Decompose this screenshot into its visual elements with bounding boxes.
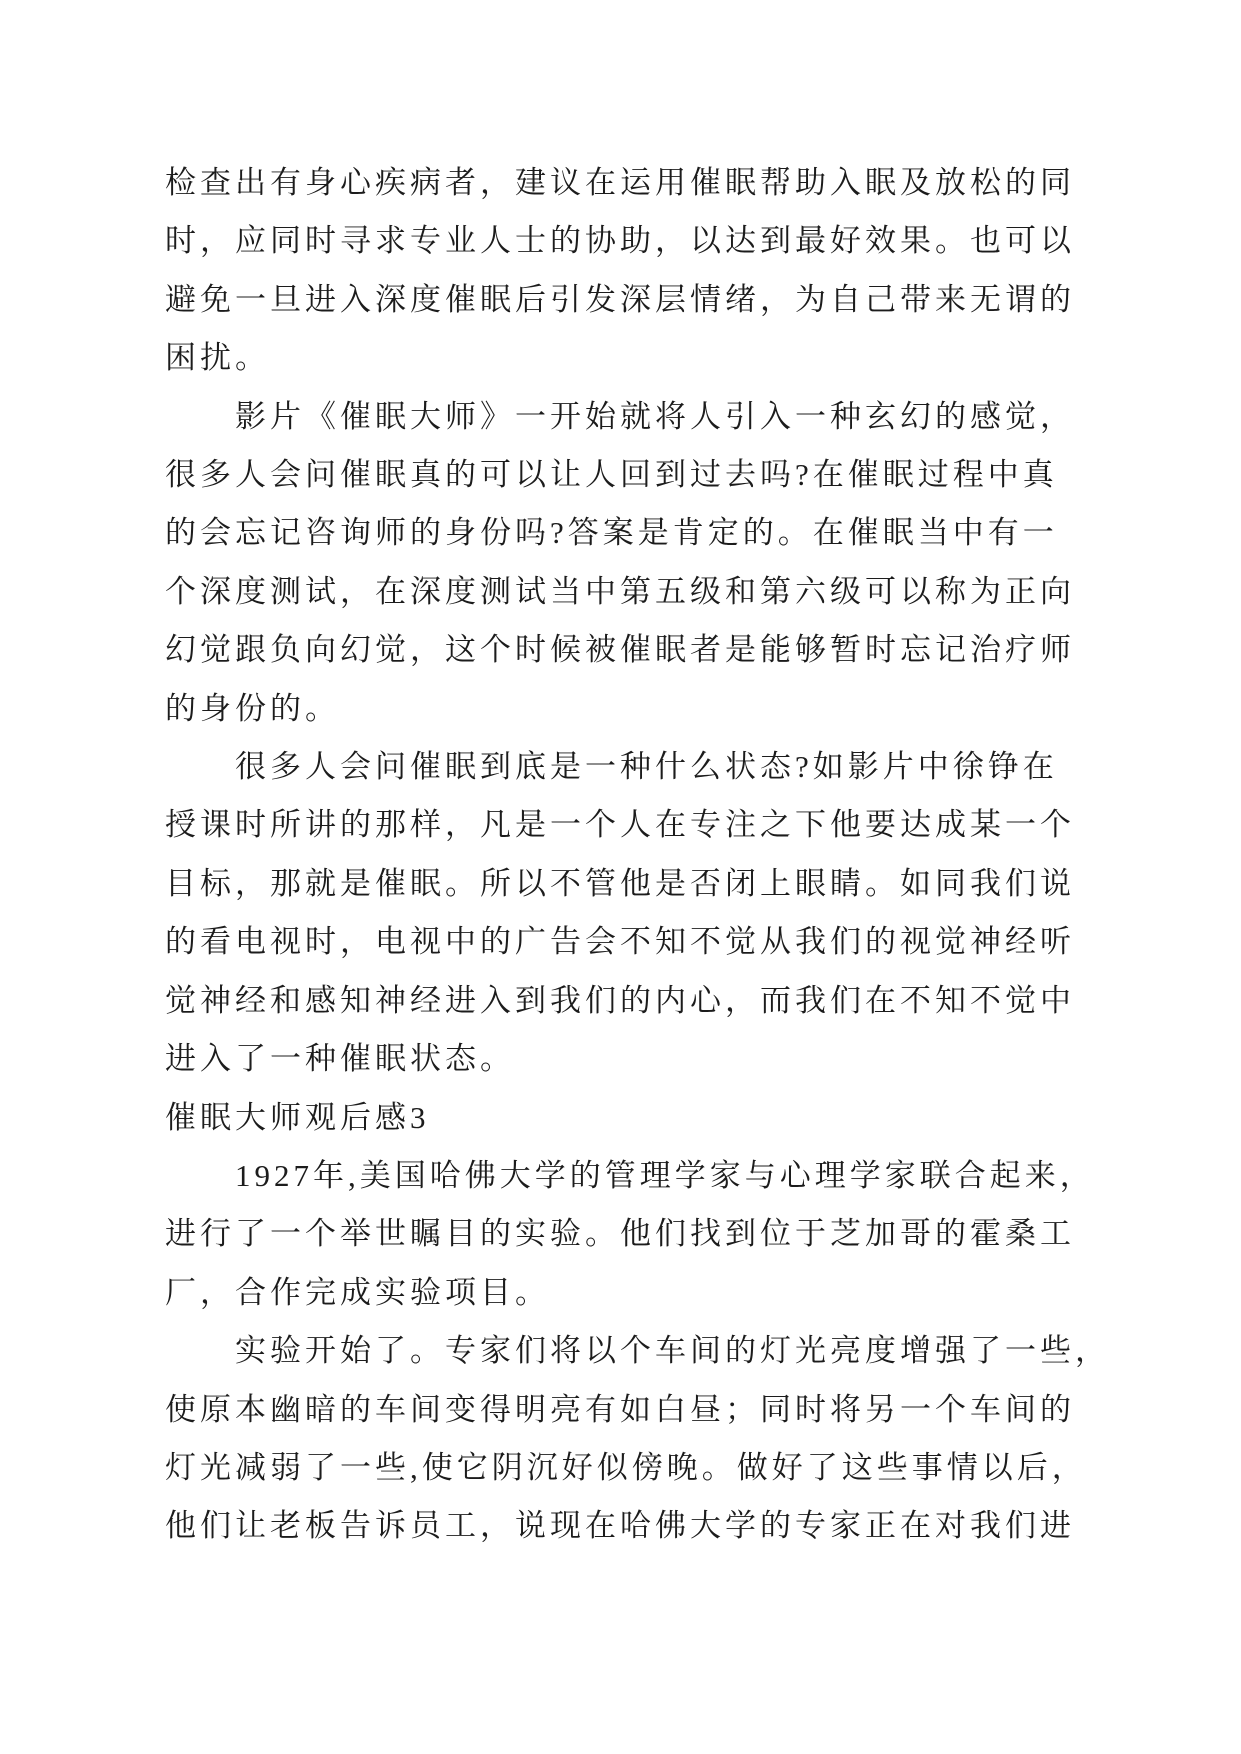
text-line: 的身份的。 [165, 690, 340, 726]
text-line: 目标，那就是催眠。所以不管他是否闭上眼睛。如同我们说 [165, 865, 1075, 901]
text-line: 的会忘记咨询师的身份吗?答案是肯定的。在催眠当中有一 [165, 515, 1058, 551]
text-line-paragraph-start: 很多人会问催眠到底是一种什么状态?如影片中徐铮在 [165, 749, 1058, 785]
text-line: 个深度测试，在深度测试当中第五级和第六级可以称为正向 [165, 573, 1075, 609]
text-line: 幻觉跟负向幻觉，这个时候被催眠者是能够暂时忘记治疗师 [165, 632, 1075, 668]
text-line: 很多人会问催眠真的可以让人回到过去吗?在催眠过程中真 [165, 457, 1058, 493]
text-line: 的看电视时，电视中的广告会不知不觉从我们的视觉神经听 [165, 924, 1075, 960]
text-line: 检查出有身心疾病者，建议在运用催眠帮助入眠及放松的同 [165, 165, 1075, 200]
section-heading: 催眠大师观后感3 [165, 1099, 430, 1135]
text-line: 进入了一种催眠状态。 [165, 1041, 515, 1077]
text-line-paragraph-start: 1927年,美国哈佛大学的管理学家与心理学家联合起来， [165, 1157, 1095, 1193]
text-line-paragraph-start: 影片《催眠大师》一开始就将人引入一种玄幻的感觉， [165, 398, 1075, 434]
text-line: 避免一旦进入深度催眠后引发深层情绪，为自己带来无谓的 [165, 281, 1075, 317]
text-line: 困扰。 [165, 340, 270, 376]
text-line: 觉神经和感知神经进入到我们的内心，而我们在不知不觉中 [165, 982, 1075, 1018]
text-line: 灯光减弱了一些,使它阴沉好似傍晚。做好了这些事情以后， [165, 1449, 1087, 1485]
text-line: 使原本幽暗的车间变得明亮有如白昼；同时将另一个车间的 [165, 1391, 1075, 1427]
text-line-paragraph-start: 实验开始了。专家们将以个车间的灯光亮度增强了一些， [165, 1333, 1110, 1369]
text-line: 进行了一个举世瞩目的实验。他们找到位于芝加哥的霍桑工 [165, 1216, 1075, 1252]
text-line: 厂，合作完成实验项目。 [165, 1274, 550, 1310]
text-line: 时，应同时寻求专业人士的协助，以达到最好效果。也可以 [165, 223, 1075, 259]
text-line: 他们让老板告诉员工，说现在哈佛大学的专家正在对我们进 [165, 1508, 1075, 1544]
document-body [165, 154, 1110, 1556]
text-line: 授课时所讲的那样，凡是一个人在专注之下他要达成某一个 [165, 807, 1075, 843]
